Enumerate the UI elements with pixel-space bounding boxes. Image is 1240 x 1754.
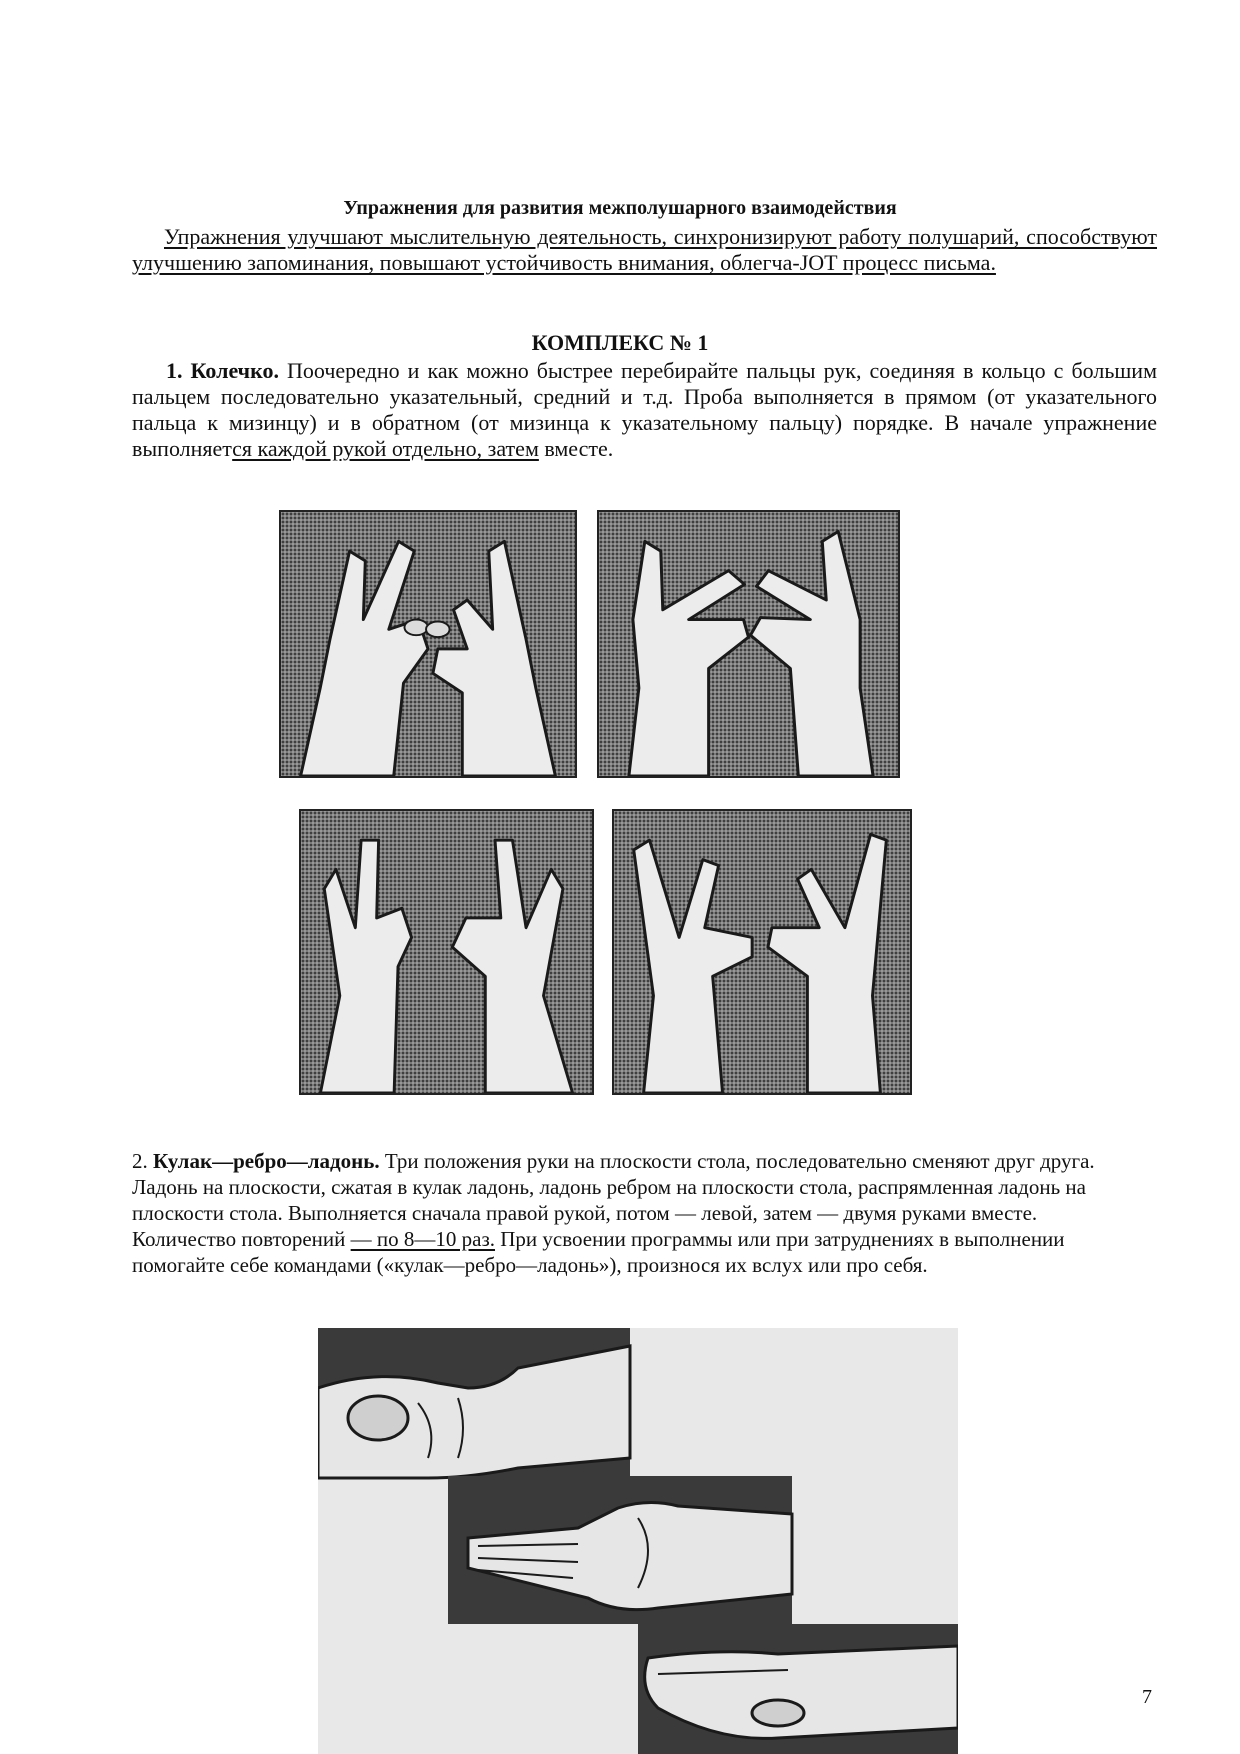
exercise-1-underlined-text: ся каждой рукой отдельно, затем bbox=[232, 436, 539, 461]
exercise-2-text-end: При усвоении программы или при затруднениях в выполнении помогайте себе командами («кулак—ребро—ладонь»), произнося их вслух или про себя. bbox=[132, 1227, 1065, 1277]
exercise-1-paragraph bbox=[132, 358, 1157, 462]
exercise-2-name: Кулак—ребро—ладонь. bbox=[153, 1149, 380, 1173]
ring-exercise-image-3 bbox=[299, 809, 594, 1095]
ring-exercise-image-1 bbox=[279, 510, 577, 778]
exercise-2-text: Три положения руки на плоскости стола, последовательно сменяют друг друга. Ладонь на плоскости, сжатая в кулак ладонь, ладонь ребром на плоскости стола, распрямленная ладонь на плоскости стола. Выполняется сначала правой рукой, потом — левой, затем — двумя руками вместе. Количество повторений bbox=[132, 1149, 1095, 1251]
fist-edge-palm-image bbox=[318, 1328, 958, 1754]
complex-title: КОМПЛЕКС № 1 bbox=[531, 330, 709, 355]
intro-paragraph: Упражнения улучшают мыслительную деятельность, синхронизируют работу полушарий, способствуют улучшению запоминания, повышают устойчивость внимания, облегча-JOT процесс письма. bbox=[132, 224, 1157, 275]
ring-exercise-image-4 bbox=[612, 809, 912, 1095]
section-heading: Упражнения для развития межполушарного взаимодействия bbox=[343, 197, 897, 219]
exercise-1-name: 1. Колечко. bbox=[166, 358, 279, 383]
exercise-1-text-end: вместе. bbox=[538, 436, 614, 461]
exercise-2-paragraph bbox=[132, 1148, 1122, 1278]
exercise-1-text: Поочередно и как можно быстрее перебирайте пальцы рук, соединяя в кольцо с большим пальцем последовательно указательный, средний и т.д. Проба выполняется в прямом (от указательного пальца к мизинцу) и в обратном (от мизинца к указательному пальцу) порядке. В начале упражнение выполняет bbox=[132, 358, 1158, 461]
page-number: 7 bbox=[1142, 1686, 1152, 1708]
ring-exercise-image-2 bbox=[597, 510, 900, 778]
exercise-2-underlined-text: — по 8—10 раз. bbox=[350, 1227, 496, 1251]
exercise-2-number: 2. bbox=[132, 1149, 153, 1173]
